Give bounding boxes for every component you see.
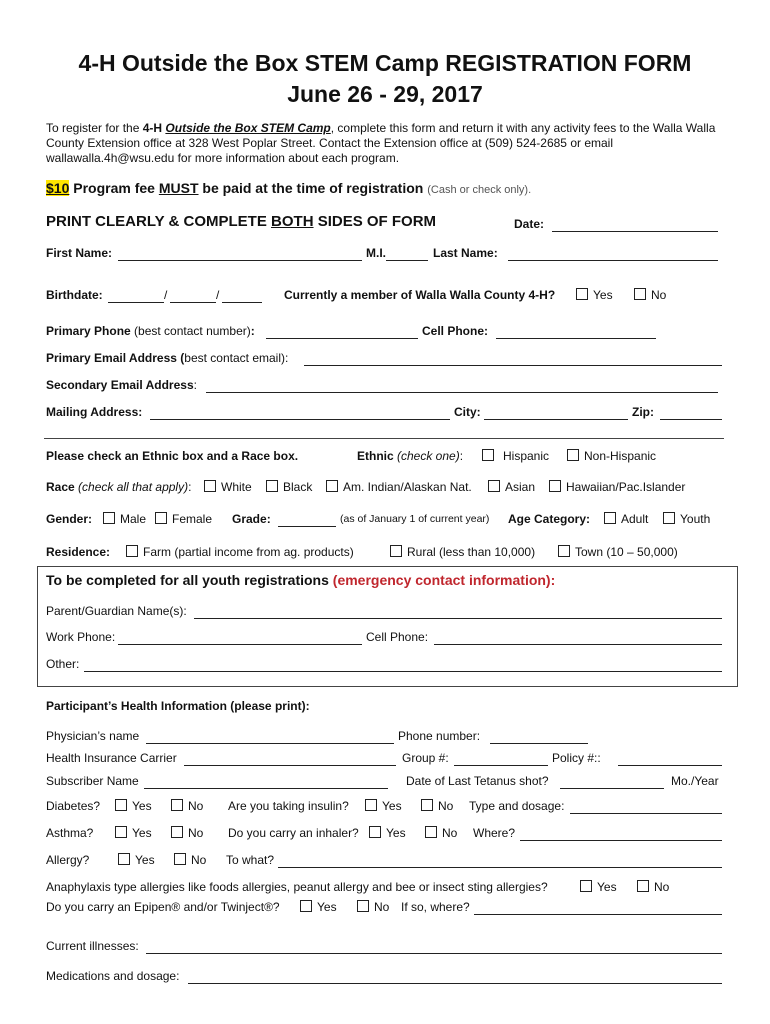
ethnic-hispanic-option[interactable] — [482, 449, 549, 463]
option-label: No — [188, 799, 204, 813]
diabetes-yes-option[interactable] — [115, 799, 152, 813]
insurance-carrier-field[interactable] — [184, 751, 396, 766]
inhaler-label: Do you carry an inhaler? — [228, 826, 359, 840]
print-both: BOTH — [271, 213, 314, 230]
label-text: Secondary Email Address — [46, 378, 194, 392]
gender-male-option[interactable] — [103, 512, 146, 526]
option-label: Female — [172, 512, 213, 526]
option-label: No — [654, 880, 670, 894]
fee-must: MUST — [158, 180, 199, 196]
label-colon: : — [250, 324, 255, 338]
residence-farm-option[interactable] — [126, 545, 354, 559]
work-phone-field[interactable] — [118, 630, 362, 645]
city-field[interactable] — [484, 405, 628, 420]
insulin-yes-option[interactable] — [365, 799, 402, 813]
physician-field[interactable] — [146, 729, 394, 744]
allergy-yes-option[interactable] — [118, 853, 155, 867]
diabetes-label: Diabetes? — [46, 799, 101, 813]
checkbox[interactable] — [580, 880, 592, 892]
label-colon: : — [266, 512, 271, 526]
checkbox[interactable] — [174, 853, 186, 865]
subscriber-field[interactable] — [144, 774, 388, 789]
anaphylaxis-question: Anaphylaxis type allergies like foods allergies, peanut allergy and bee or insect sting allergies? — [46, 880, 548, 894]
medications-field[interactable] — [188, 969, 722, 984]
print-text-2: SIDES OF FORM — [313, 213, 437, 230]
checkbox[interactable] — [115, 799, 127, 811]
option-label: No — [374, 900, 390, 914]
moyear-label: Mo./Year — [671, 774, 719, 788]
policy-field[interactable] — [618, 751, 722, 766]
label-text: Ethnic — [357, 449, 394, 463]
divider — [44, 438, 724, 439]
checkbox[interactable] — [576, 288, 588, 300]
option-label: Hispanic — [503, 449, 550, 463]
residence-label: Residence: — [46, 545, 111, 559]
checkbox[interactable] — [369, 826, 381, 838]
option-label: No — [442, 826, 458, 840]
birth-slash-2: / — [216, 288, 220, 302]
date-field[interactable] — [552, 217, 718, 232]
race-asian-option[interactable] — [488, 480, 535, 494]
insulin-no-option[interactable] — [421, 799, 453, 813]
insulin-label: Are you taking insulin? — [228, 799, 349, 813]
option-label: Rural (less than 10,000) — [407, 545, 536, 559]
birth-year-field[interactable] — [222, 288, 262, 303]
option-label: No — [438, 799, 454, 813]
option-label: No — [188, 826, 204, 840]
diabetes-no-option[interactable] — [171, 799, 203, 813]
zip-field[interactable] — [660, 405, 722, 420]
checkbox[interactable] — [390, 545, 402, 557]
ethnic-nonhispanic-option[interactable] — [567, 449, 656, 463]
fee-amount: $10 — [46, 180, 70, 196]
youth-heading — [46, 572, 555, 588]
heading-red-text: (emergency contact information): — [332, 572, 556, 588]
checkbox[interactable] — [663, 512, 675, 524]
last-name-field[interactable] — [508, 246, 718, 261]
option-label: Yes — [593, 288, 613, 302]
first-name-field[interactable] — [118, 246, 362, 261]
insurance-carrier-label: Health Insurance Carrier — [46, 751, 177, 765]
checkbox[interactable] — [126, 545, 138, 557]
primary-phone-field[interactable] — [266, 324, 418, 339]
option-label: Am. Indian/Alaskan Nat. — [343, 480, 472, 494]
gender-label: Gender: — [46, 512, 93, 526]
guardian-field[interactable] — [194, 604, 722, 619]
label-colon: : — [459, 449, 464, 463]
checkbox[interactable] — [266, 480, 278, 492]
race-amindian-option[interactable] — [326, 480, 472, 494]
option-label: Yes — [386, 826, 406, 840]
epipen-question: Do you carry an Epipen® and/or Twinject®? — [46, 900, 280, 914]
age-adult-option[interactable] — [604, 512, 648, 526]
residence-rural-option[interactable] — [390, 545, 535, 559]
checkbox[interactable] — [155, 512, 167, 524]
to-what-field[interactable] — [278, 853, 722, 868]
label-colon: : — [188, 480, 192, 494]
fee-text: Program fee — [69, 180, 159, 196]
to-what-label: To what? — [226, 853, 275, 867]
intro-text: To register for the — [46, 121, 143, 135]
label-colon: : — [193, 378, 197, 392]
option-label: White — [221, 480, 252, 494]
option-label: Yes — [382, 799, 402, 813]
checkbox[interactable] — [634, 288, 646, 300]
grade-label — [232, 512, 271, 526]
option-label: Town (10 – 50,000) — [575, 545, 678, 559]
intro-text-2: , complete this form and return it with any activity fees to the Walla Walla County Extension office at 328 West Poplar Street. Contact the Extension office at (509) 524-2685 or email wallawalla.4h@wsu.edu for more information about each program. — [46, 121, 716, 165]
current-illnesses-label: Current illnesses: — [46, 939, 139, 953]
if-so-where-label: If so, where? — [401, 900, 470, 914]
type-dosage-field[interactable] — [570, 799, 722, 814]
checkbox[interactable] — [567, 449, 579, 461]
heading-text: To be completed for all youth registrations — [46, 572, 333, 588]
grade-note: (as of January 1 of current year) — [340, 513, 490, 525]
form-title: 4-H Outside the Box STEM Camp REGISTRATION FORM — [78, 50, 692, 76]
fee-text-2: be paid at the time of registration — [198, 180, 428, 196]
label-note: (check all that apply) — [74, 480, 189, 494]
primary-email-label — [46, 351, 288, 365]
primary-email-field[interactable] — [304, 351, 722, 366]
type-dosage-label: Type and dosage: — [469, 799, 565, 813]
checkbox[interactable] — [425, 826, 437, 838]
checkbox[interactable] — [549, 480, 561, 492]
race-black-option[interactable] — [266, 480, 312, 494]
member-no-option[interactable] — [634, 288, 666, 302]
program-code: 4-H — [142, 121, 163, 135]
option-label: Yes — [597, 880, 617, 894]
allergy-label: Allergy? — [46, 853, 90, 867]
gender-female-option[interactable] — [155, 512, 212, 526]
birth-month-field[interactable] — [108, 288, 164, 303]
checkbox[interactable] — [365, 799, 377, 811]
work-phone-label: Work Phone: — [46, 630, 116, 644]
birth-slash-1: / — [164, 288, 168, 302]
primary-phone-label — [46, 324, 255, 338]
intro-paragraph — [46, 121, 736, 166]
birth-day-field[interactable] — [170, 288, 216, 303]
youth-cell-field[interactable] — [434, 630, 722, 645]
inhaler-yes-option[interactable] — [369, 826, 406, 840]
secondary-email-field[interactable] — [206, 378, 718, 393]
secondary-email-label — [46, 378, 197, 392]
group-field[interactable] — [454, 751, 548, 766]
label-note: (best contact number) — [130, 324, 251, 338]
mailing-address-field[interactable] — [150, 405, 450, 420]
inhaler-no-option[interactable] — [425, 826, 457, 840]
fee-notice — [46, 180, 531, 196]
first-name-label: First Name: — [46, 246, 113, 260]
fee-note: (Cash or check only). — [427, 184, 532, 196]
checkbox[interactable] — [118, 853, 130, 865]
option-label: Yes — [135, 853, 155, 867]
residence-town-option[interactable] — [558, 545, 678, 559]
age-category-label: Age Category: — [508, 512, 591, 526]
option-label: Adult — [621, 512, 649, 526]
form-dates: June 26 - 29, 2017 — [287, 81, 483, 107]
group-label: Group #: — [402, 751, 449, 765]
race-white-option[interactable] — [204, 480, 252, 494]
city-label: City: — [454, 405, 481, 419]
checkbox[interactable] — [326, 480, 338, 492]
option-label: No — [191, 853, 207, 867]
allergy-no-option[interactable] — [174, 853, 206, 867]
ethnic-race-instruction: Please check an Ethnic box and a Race box. — [46, 449, 299, 463]
anaphylaxis-yes-option[interactable] — [580, 880, 617, 894]
checkbox[interactable] — [421, 799, 433, 811]
physician-phone-field[interactable] — [490, 729, 588, 744]
checkbox[interactable] — [103, 512, 115, 524]
checkbox[interactable] — [604, 512, 616, 524]
current-illnesses-field[interactable] — [146, 939, 722, 954]
physician-phone-label: Phone number: — [398, 729, 481, 743]
option-label: Hawaiian/Pac.Islander — [566, 480, 686, 494]
zip-label: Zip: — [632, 405, 654, 419]
print-instruction — [46, 213, 436, 230]
epipen-yes-option[interactable] — [300, 900, 337, 914]
policy-label: Policy #:: — [552, 751, 601, 765]
checkbox[interactable] — [115, 826, 127, 838]
tetanus-field[interactable] — [560, 774, 664, 789]
label-text: Primary Phone — [46, 324, 131, 338]
label-text: Race — [46, 480, 75, 494]
asthma-yes-option[interactable] — [115, 826, 152, 840]
option-label: Farm (partial income from ag. products) — [143, 545, 354, 559]
age-youth-option[interactable] — [663, 512, 710, 526]
race-hawaiian-option[interactable] — [549, 480, 685, 494]
tetanus-label: Date of Last Tetanus shot? — [406, 774, 549, 788]
label-text: Grade — [232, 512, 267, 526]
checkbox[interactable] — [204, 480, 216, 492]
checkbox[interactable] — [300, 900, 312, 912]
asthma-label: Asthma? — [46, 826, 94, 840]
epipen-where-field[interactable] — [474, 900, 722, 915]
medications-label: Medications and dosage: — [46, 969, 180, 983]
checkbox[interactable] — [558, 545, 570, 557]
option-label: Yes — [132, 799, 152, 813]
option-label: Asian — [505, 480, 536, 494]
cell-phone-field[interactable] — [496, 324, 656, 339]
mailing-address-label: Mailing Address: — [46, 405, 143, 419]
option-label: Non-Hispanic — [584, 449, 657, 463]
youth-cell-label: Cell Phone: — [366, 630, 429, 644]
checkbox[interactable] — [171, 799, 183, 811]
label-note: best contact email): — [184, 351, 289, 365]
option-label: Black — [283, 480, 313, 494]
other-label: Other: — [46, 657, 80, 671]
guardian-label: Parent/Guardian Name(s): — [46, 604, 187, 618]
program-name: Outside the Box STEM Camp — [165, 121, 331, 135]
anaphylaxis-no-option[interactable] — [637, 880, 669, 894]
where-field[interactable] — [520, 826, 722, 841]
member-yes-option[interactable] — [576, 288, 613, 302]
last-name-label: Last Name: — [433, 246, 498, 260]
option-label: No — [651, 288, 667, 302]
checkbox[interactable] — [357, 900, 369, 912]
checkbox[interactable] — [171, 826, 183, 838]
label-text: Primary Email Address ( — [46, 351, 185, 365]
subscriber-label: Subscriber Name — [46, 774, 139, 788]
epipen-no-option[interactable] — [357, 900, 389, 914]
option-label: Youth — [680, 512, 711, 526]
ethnic-label — [357, 449, 463, 463]
option-label: Yes — [317, 900, 337, 914]
where-label: Where? — [473, 826, 516, 840]
option-label: Yes — [132, 826, 152, 840]
checkbox[interactable] — [488, 480, 500, 492]
mi-label: M.I. — [366, 246, 386, 260]
birthdate-label: Birthdate: — [46, 288, 103, 302]
race-label — [46, 480, 191, 494]
asthma-no-option[interactable] — [171, 826, 203, 840]
checkbox[interactable] — [637, 880, 649, 892]
mi-field[interactable] — [386, 246, 428, 261]
health-heading: Participant’s Health Information (please print): — [46, 699, 310, 713]
grade-field[interactable] — [278, 512, 336, 527]
checkbox[interactable] — [482, 449, 494, 461]
cell-phone-label: Cell Phone: — [422, 324, 489, 338]
physician-label: Physician’s name — [46, 729, 140, 743]
other-field[interactable] — [84, 657, 722, 672]
label-note: (check one) — [393, 449, 460, 463]
print-text: PRINT CLEARLY & COMPLETE — [46, 213, 272, 230]
member-question: Currently a member of Walla Walla County 4-H? — [284, 288, 556, 302]
option-label: Male — [120, 512, 147, 526]
date-label: Date: — [514, 217, 545, 231]
